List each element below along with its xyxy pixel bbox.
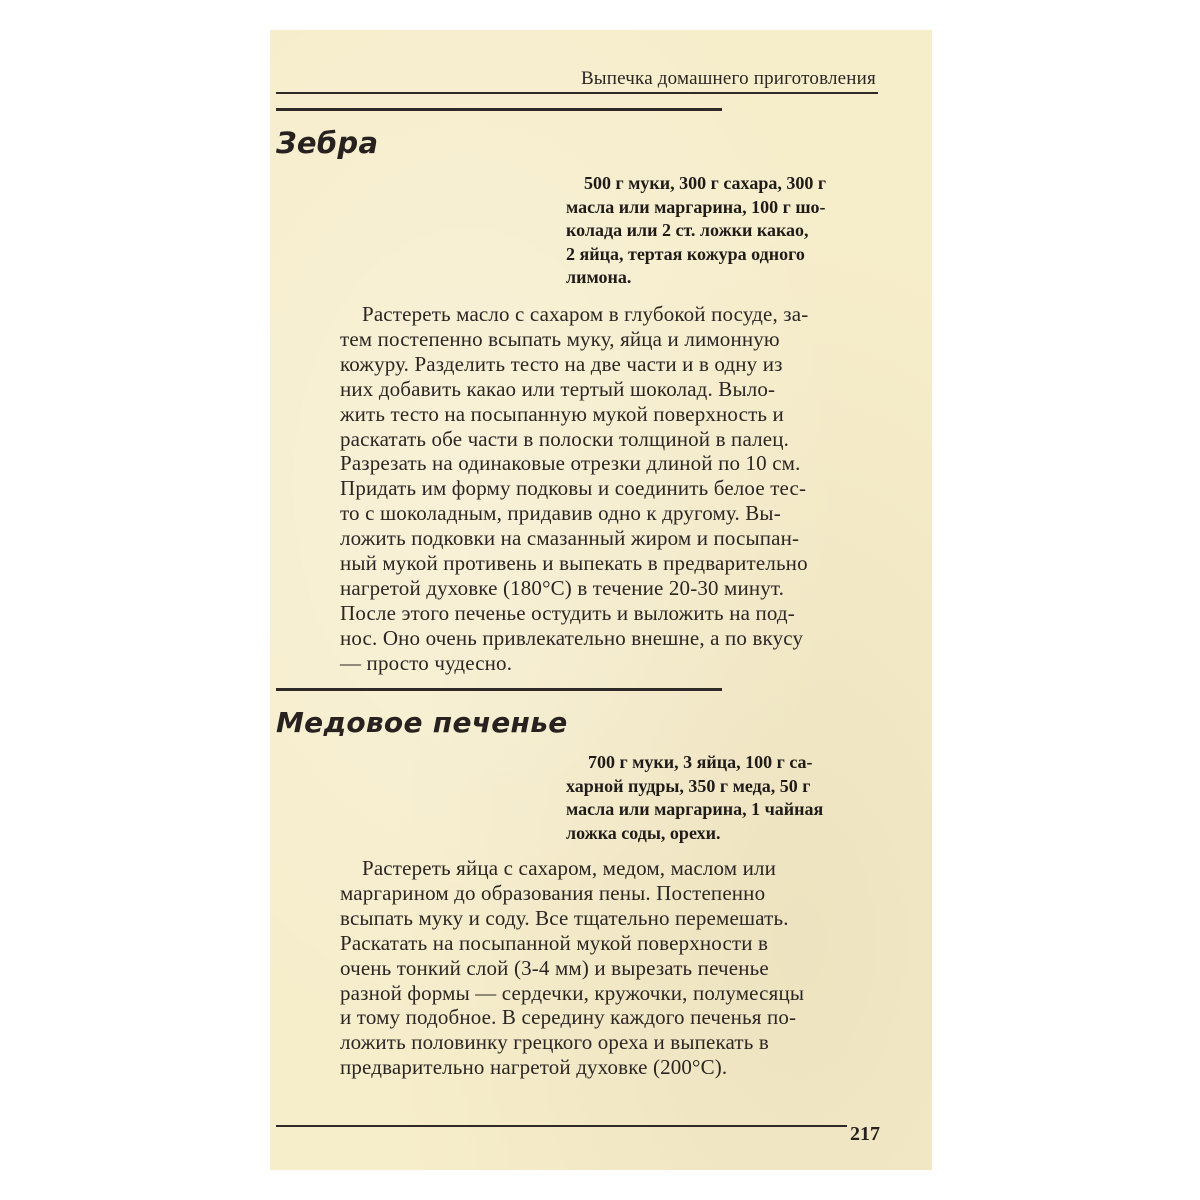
book-page (270, 30, 932, 1170)
instruction-line: и тому подобное. В середину каждого печенья по- (340, 1005, 797, 1030)
instruction-line: Разрезать на одинаковые отрезки длиной по 10 см. (340, 451, 801, 476)
recipe-instructions (340, 302, 878, 676)
instruction-line: разной формы — сердечки, кружочки, полумесяцы (340, 980, 805, 1005)
instruction-line: — просто чудесно. (340, 650, 513, 675)
ingredients-line: 500 г муки, 300 г сахара, 300 г (584, 173, 827, 193)
recipe-title: Медовое печенье (276, 706, 568, 739)
recipe-instructions (340, 856, 878, 1080)
footer-divider (276, 1125, 847, 1127)
instruction-line: Раскатать на посыпанной мукой поверхности в (340, 930, 769, 955)
page-number: 217 (850, 1123, 880, 1145)
section-divider (276, 688, 722, 691)
instruction-line: нагретой духовке (180°С) в течение 20-30 минут. (340, 575, 785, 600)
ingredients-line: масла или маргарина, 100 г шо- (566, 196, 826, 217)
instruction-line: предварительно нагретой духовке (200°С). (340, 1055, 728, 1080)
instruction-line: Придать им форму подковы и соединить белое тес- (340, 476, 807, 501)
instruction-line: то с шоколадным, придавив одно к другому. Вы- (340, 501, 781, 526)
instruction-line: раскатать обе части в полоски толщиной в палец. (340, 426, 789, 451)
instruction-line: всыпать муку и соду. Все тщательно перемешать. (340, 905, 789, 930)
ingredients-line: лимона. (566, 267, 632, 287)
instruction-line: них добавить какао или тертый шоколад. Выло- (340, 376, 776, 401)
instruction-line: ложить половинку грецкого ореха и выпекать в (340, 1030, 769, 1055)
recipe-title: Зебра (276, 126, 379, 160)
ingredients-line: ложка соды, орехи. (566, 822, 721, 843)
ingredients-list (566, 172, 878, 290)
instruction-line: кожуру. Разделить тесто на две части и в одну из (340, 351, 783, 376)
instruction-line: После этого печенье остудить и выложить на под- (340, 600, 795, 625)
ingredients-line: 700 г муки, 3 яйца, 100 г са- (588, 752, 813, 772)
ingredients-line: харной пудры, 350 г меда, 50 г (566, 775, 811, 796)
ingredients-line: масла или маргарина, 1 чайная (566, 799, 824, 819)
instruction-line: маргарином до образования пены. Постепенно (340, 880, 766, 905)
instruction-line: Растереть яйца с сахаром, медом, маслом или (362, 856, 776, 880)
instruction-line: Растереть масло с сахаром в глубокой посуде, за- (362, 302, 809, 326)
section-divider (276, 108, 722, 111)
ingredients-line: колада или 2 ст. ложки какао, (566, 220, 809, 240)
instruction-line: жить тесто на посыпанную мукой поверхность и (340, 401, 784, 426)
ingredients-list (566, 751, 878, 845)
instruction-line: очень тонкий слой (3-4 мм) и вырезать печенье (340, 955, 769, 980)
instruction-line: тем постепенно всыпать муку, яйца и лимонную (340, 326, 780, 351)
instruction-line: ный мукой противень и выпекать в предварительно (340, 551, 808, 576)
header-divider (276, 92, 878, 94)
instruction-line: нос. Оно очень привлекательно внешне, а по вкусу (340, 625, 804, 650)
running-header: Выпечка домашнего приготовления (580, 68, 876, 89)
instruction-line: ложить подковки на смазанный жиром и посыпан- (340, 526, 800, 551)
ingredients-line: 2 яйца, тертая кожура одного (566, 243, 805, 264)
